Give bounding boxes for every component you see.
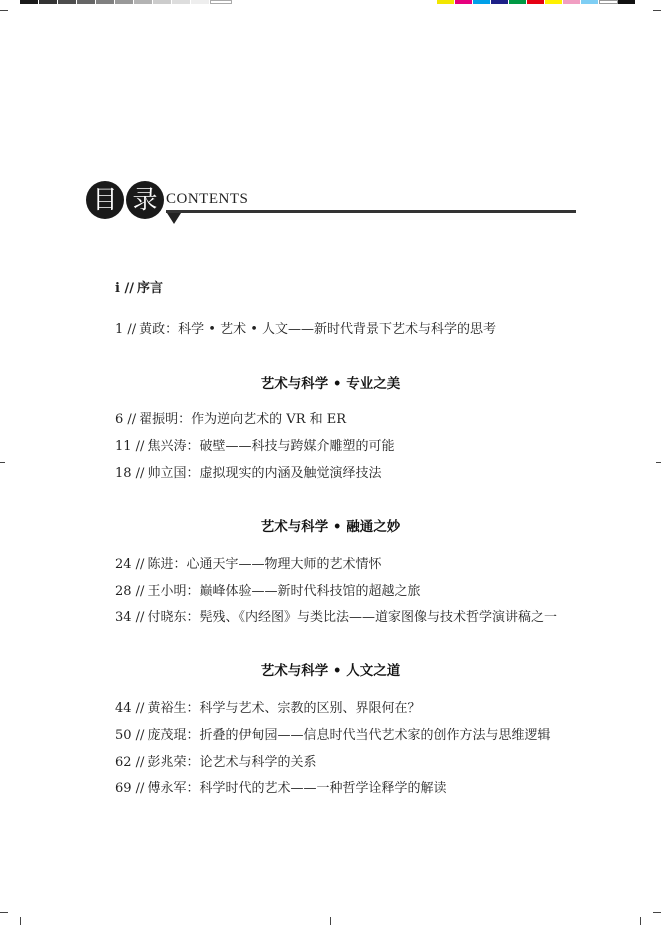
crop-mark xyxy=(653,10,661,11)
crop-mark xyxy=(20,917,21,925)
section-title: 艺术与科学 • 专业之美 xyxy=(260,376,401,392)
grayscale-registration-bar xyxy=(20,0,232,4)
crop-mark xyxy=(0,462,5,463)
toc-entry-intro[interactable] xyxy=(115,318,496,337)
entry-title: 焦兴涛：破壁——科技与跨媒介雕塑的可能 xyxy=(147,439,395,454)
toc-entry[interactable] xyxy=(115,751,316,770)
page-number: 28 // xyxy=(115,584,145,599)
color-registration-bar xyxy=(437,0,636,4)
crop-mark xyxy=(330,917,331,925)
page-number: 69 // xyxy=(115,781,145,796)
entry-title: 王小明：巅峰体验——新时代科技馆的超越之旅 xyxy=(147,584,421,599)
page-number: 34 // xyxy=(115,610,145,625)
toc-header xyxy=(86,181,576,229)
entry-title: 傅永军：科学时代的艺术——一种哲学诠释学的解读 xyxy=(147,781,447,796)
entry-title: 庞茂琨：折叠的伊甸园——信息时代当代艺术家的创作方法与思维逻辑 xyxy=(147,728,551,743)
toc-entry[interactable] xyxy=(115,724,550,743)
crop-mark xyxy=(640,917,641,925)
toc-entry[interactable] xyxy=(115,462,381,481)
toc-entry[interactable] xyxy=(115,553,381,572)
toc-entry[interactable] xyxy=(115,777,446,796)
title-circle-2: 录 xyxy=(126,181,164,219)
page-number: 50 // xyxy=(115,728,145,743)
page-number: i // xyxy=(115,281,134,296)
entry-title: 翟振明：作为逆向艺术的 VR 和 ER xyxy=(139,412,347,427)
page-number: 62 // xyxy=(115,755,145,770)
crop-mark xyxy=(0,912,8,913)
toc-entry[interactable] xyxy=(115,697,420,716)
entry-title: 序言 xyxy=(136,281,163,296)
toc-entry[interactable] xyxy=(115,606,557,625)
title-circle-1: 目 xyxy=(86,181,124,219)
triangle-marker-icon xyxy=(167,213,181,224)
crop-mark xyxy=(653,912,661,913)
toc-entry[interactable] xyxy=(115,408,346,427)
entry-title: 陈进：心通天宇——物理大师的艺术情怀 xyxy=(147,557,382,572)
toc-entry-preface[interactable] xyxy=(115,277,163,296)
entry-title: 付晓东：髡残、《内经图》与类比法——道家图像与技术哲学演讲稿之一 xyxy=(147,610,557,625)
crop-mark xyxy=(0,10,8,11)
page-number: 11 // xyxy=(115,439,145,454)
crop-mark xyxy=(656,462,661,463)
contents-label: CONTENTS xyxy=(166,191,249,207)
section-title: 艺术与科学 • 融通之妙 xyxy=(260,519,401,535)
toc-entry[interactable] xyxy=(115,435,394,454)
page-number: 44 // xyxy=(115,701,145,716)
page-number: 24 // xyxy=(115,557,145,572)
toc-entry[interactable] xyxy=(115,580,420,599)
page-number: 1 // xyxy=(115,322,137,337)
page-number: 6 // xyxy=(115,412,137,427)
section-title: 艺术与科学 • 人文之道 xyxy=(260,663,401,679)
header-rule xyxy=(166,210,576,213)
entry-title: 彭兆荣：论艺术与科学的关系 xyxy=(147,755,317,770)
entry-title: 黄政：科学 • 艺术 • 人文——新时代背景下艺术与科学的思考 xyxy=(139,322,497,337)
entry-title: 黄裕生：科学与艺术、宗教的区别、界限何在？ xyxy=(147,701,421,716)
entry-title: 帅立国：虚拟现实的内涵及触觉演绎技法 xyxy=(147,466,382,481)
page-number: 18 // xyxy=(115,466,145,481)
